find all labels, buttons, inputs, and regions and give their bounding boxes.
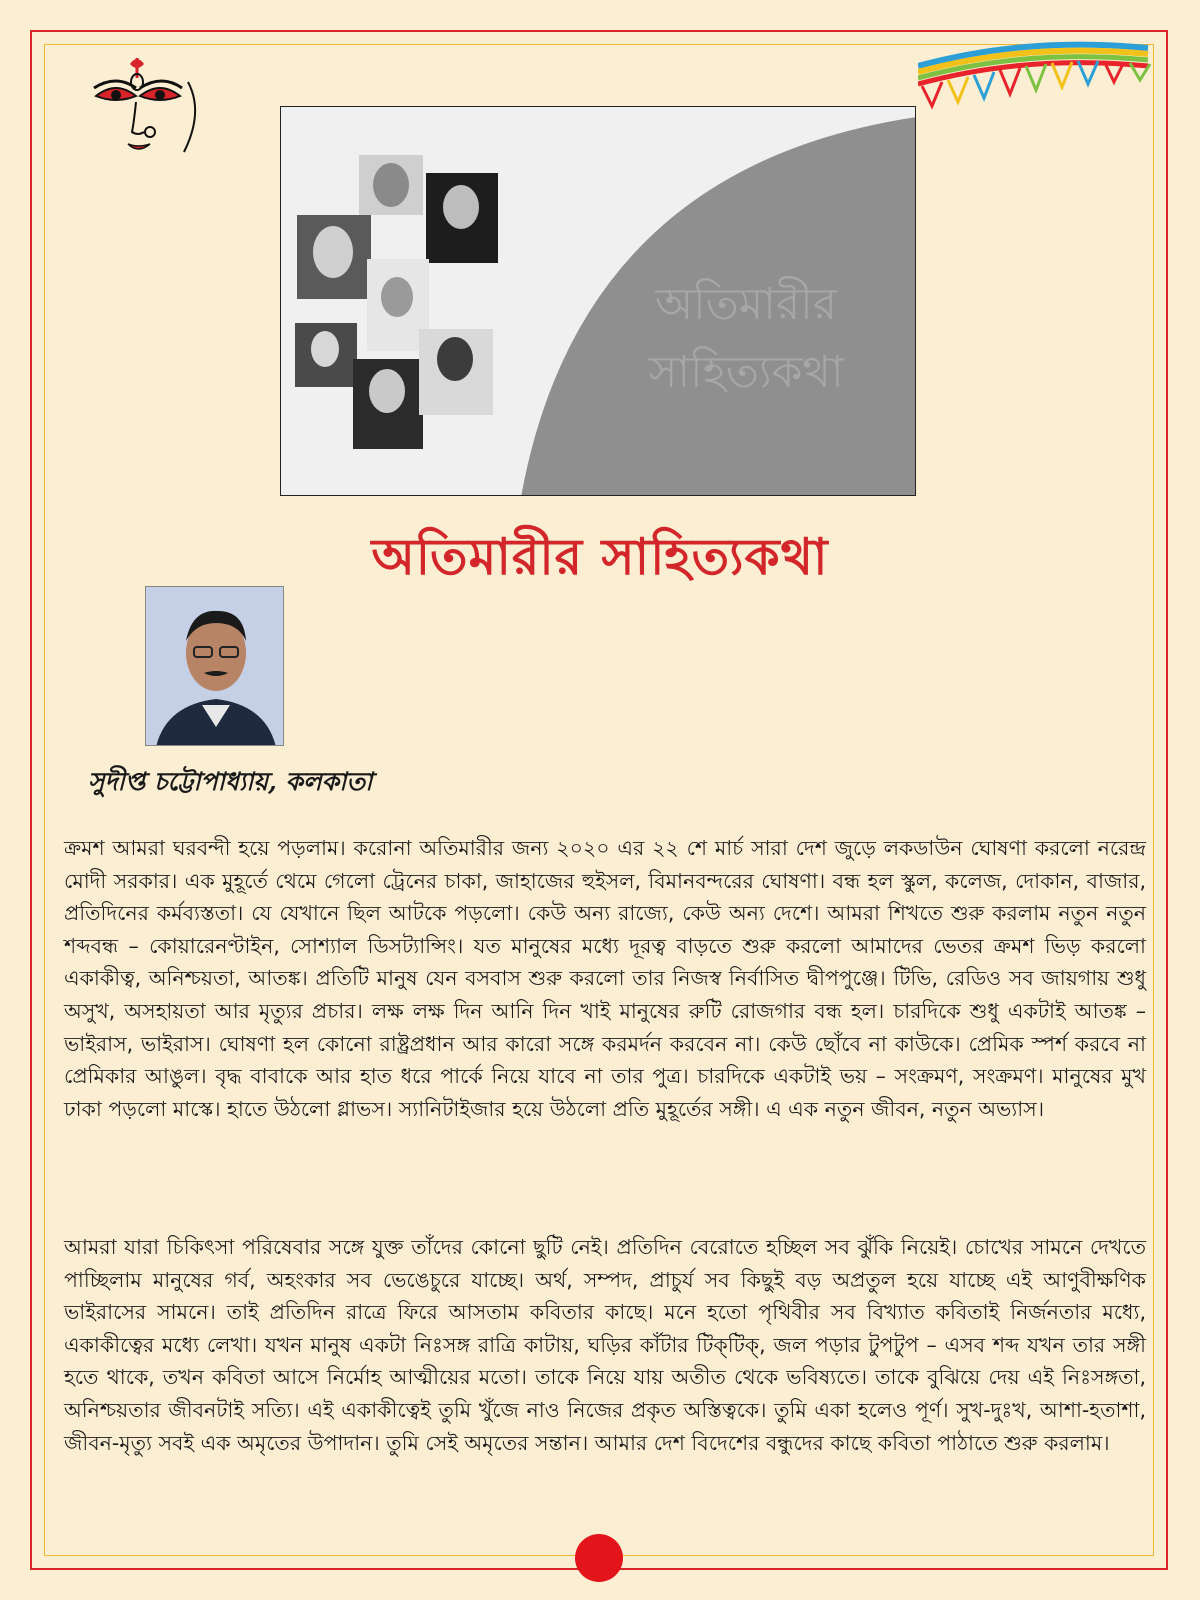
author-portrait-icon <box>146 587 284 746</box>
cover-image <box>280 106 916 496</box>
goddess-eyes-icon <box>92 52 212 164</box>
bindi-dot-icon <box>575 1534 623 1582</box>
cover-title-line2: সাহিত্যকথা <box>648 347 844 398</box>
article-paragraph-2: আমরা যারা চিকিৎসা পরিষেবার সঙ্গে যুক্ত তাঁদের কোনো ছুটি নেই। প্রতিদিন বেরোতে হচ্ছিল সব ঝুঁকি নিয়েই। চোখের সামনে দেখতে পাচ্ছিলাম মানুষের গর্ব, অহংকার সব ভেঙেচুরে যাচ্ছে। অর্থ, সম্পদ, প্রাচুর্য সব কিছুই বড় অপ্রতুল হয়ে যাচ্ছে এই আণুবীক্ষণিক ভাইরাসের সামনে। তাই প্রতিদিন রাত্রে ফিরে আসতাম কবিতার কাছে। মনে হতো পৃথিবীর সব বিখ্যাত কবিতাই নির্জনতার মধ্যে, একাকীত্বের মধ্যে লেখা। যখন মানুষ একটা নিঃসঙ্গ রাত্রি কাটায়, ঘড়ির কাঁটার টিক্‌টিক্‌, জল পড়ার টুপটুপ – এসব শব্দ যখন তার সঙ্গী হতে থাকে, তখন কবিতা আসে নির্মোহ আত্মীয়ের মতো। তাকে নিয়ে যায় অতীত থেকে ভবিষ্যতে। তাকে বুঝিয়ে দেয় এই নিঃসঙ্গতা, অনিশ্চয়তার জীবনটাই সত্যি। এই একাকীত্বেই তুমি খুঁজে নাও নিজের প্রকৃত অস্তিত্বকে। তুমি একা হলেও পূর্ণ। সুখ-দুঃখ, আশা-হতাশা, জীবন-মৃত্যু সবই এক অমৃতের উপাদান। তুমি সেই অমৃতের সন্তান। আমার দেশ বিদেশের বন্ধুদের কাছে কবিতা পাঠাতে শুরু করলাম। <box>64 1235 1146 1455</box>
author-name: সুদীপ্ত চট্টোপাধ্যায়, কলকাতা <box>88 767 373 796</box>
cover-title-line1: অতিমারীর <box>655 279 837 330</box>
article-paragraph-1: ক্রমশ আমরা ঘরবন্দী হয়ে পড়লাম। করোনা অতিমারীর জন্য ২০২০ এর ২২ শে মার্চ সারা দেশ জুড়ে লকডাউন ঘোষণা করলো নরেন্দ্র মোদী সরকার। এক মুহূর্তে থেমে গেলো ট্রেনের চাকা, জাহাজের হুইসল, বিমানবন্দরের ঘোষণা। বন্ধ হল স্কুল, কলেজ, দোকান, বাজার, প্রতিদিনের কর্মব্যস্ততা। যে যেখানে ছিল আটকে পড়লো। কেউ অন্য রাজ্যে, কেউ অন্য দেশে। আমরা শিখতে শুরু করলাম নতুন নতুন শব্দবন্ধ – কোয়ারেনণ্টাইন, সোশ্যাল ডিসট্যান্সিং। যত মানুষের মধ্যে দূরত্ব বাড়তে শুরু করলো আমাদের ভেতর ক্রমশ ভিড় করলো একাকীত্ব, অনিশ্চয়তা, আতঙ্ক। প্রতিটি মানুষ যেন বসবাস শুরু করলো তার নিজস্ব নির্বাসিত দ্বীপপুঞ্জে। টিভি, রেডিও সব জায়গায় শুধু অসুখ, অসহায়তা আর মৃত্যুর প্রচার। লক্ষ লক্ষ দিন আনি দিন খাই মানুষের রুটি রোজগার বন্ধ হল। চারদিকে শুধু একটাই আতঙ্ক – ভাইরাস, ভাইরাস। ঘোষণা হল কোনো রাষ্ট্রপ্রধান আর কারো সঙ্গে করমর্দন করবেন না। কেউ ছোঁবে না কাউকে। প্রেমিক স্পর্শ করবে না প্রেমিকার আঙুল। বৃদ্ধ বাবাকে আর হাত ধরে পার্কে নিয়ে যাবে না তার পুত্র। চারদিকে একটাই ভয় – সংক্রমণ, সংক্রমণ। মানুষের মুখ ঢাকা পড়লো মাস্কে। হাতে উঠলো গ্লাভস। স্যানিটাইজার হয়ে উঠলো প্রতি মুহূর্তের সঙ্গী। এ এক নতুন জীবন, নতুন অভ্যাস। <box>64 836 1147 1121</box>
author-photo <box>145 586 284 746</box>
article-title: অতিমারীর সাহিত্যকথা <box>371 528 829 586</box>
portrait-collage-icon <box>295 155 498 449</box>
festive-bunting-icon <box>918 36 1158 114</box>
